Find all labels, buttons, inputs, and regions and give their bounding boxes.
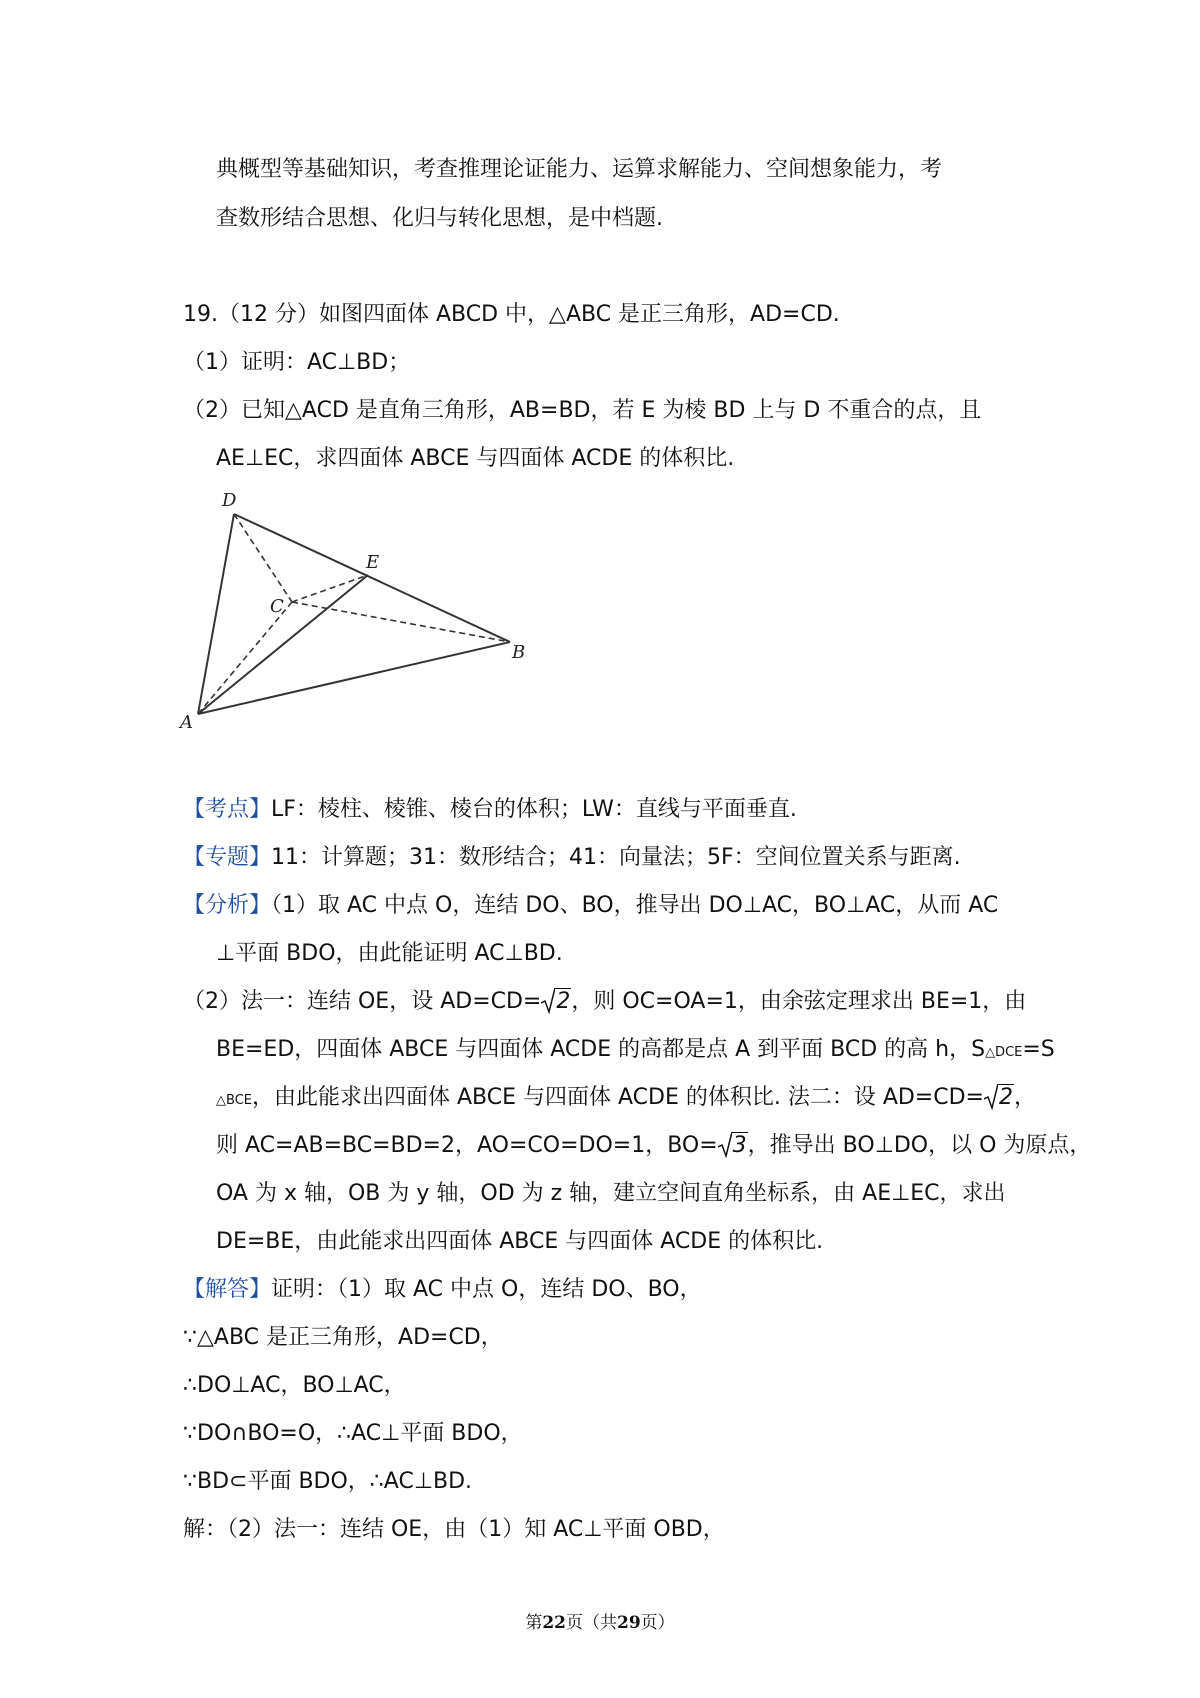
fenxi-p2-line-1-b: ，则 OC=OA=1，由余弦定理求出 BE=1，由 — [571, 989, 1027, 1014]
fenxi-p2-line-5: OA 为 x 轴，OB 为 y 轴，OD 为 z 轴，建立空间直角坐标系，由 AE⊥EC，求出 — [216, 1181, 1006, 1206]
intro-line-1: 典概型等基础知识，考查推理论证能力、运算求解能力、空间想象能力，考 — [216, 157, 943, 182]
zhuanti — [183, 843, 961, 873]
fenxi-p2-line-2 — [216, 1035, 1055, 1068]
fenxi-p2-line-2-b: =S — [1022, 1037, 1055, 1062]
tetrahedron-figure — [178, 482, 538, 732]
problem-part-1: （1）证明：AC⊥BD； — [183, 350, 411, 375]
fenxi-p2-line-3 — [216, 1083, 1036, 1116]
problem-title: 19.（12 分）如图四面体 ABCD 中，△ABC 是正三角形，AD=CD. — [183, 302, 840, 327]
jieda-line-3: ∴DO⊥AC，BO⊥AC， — [183, 1373, 406, 1398]
label-B: B — [512, 642, 526, 663]
edge-DA — [198, 514, 234, 714]
kaodian-text: LF：棱柱、棱锥、棱台的体积；LW：直线与平面垂直. — [271, 797, 797, 822]
fenxi-p2-line-4-a: 则 AC=AB=BC=BD=2，AO=CO=DO=1，BO= — [216, 1133, 718, 1158]
fenxi-p2-line-4-b: ，推导出 BO⊥DO，以 O 为原点， — [747, 1133, 1092, 1158]
intro-line-2: 查数形结合思想、化归与转化思想，是中档题. — [216, 206, 663, 231]
footer-page-number: 22 — [542, 1613, 566, 1633]
page-footer — [0, 1608, 1200, 1633]
footer-post: 页） — [640, 1613, 675, 1633]
fenxi-p2-line-3-a: ，由此能求出四面体 ABCE 与四面体 ACDE 的体积比. 法二：设 AD=CD= — [251, 1085, 984, 1110]
fenxi-p2-line-6: DE=BE，由此能求出四面体 ABCE 与四面体 ACDE 的体积比. — [216, 1229, 824, 1254]
label-A: A — [180, 712, 193, 732]
edge-CA — [198, 602, 292, 714]
jieda-tag: 【解答】 — [183, 1277, 272, 1302]
edge-CB — [292, 602, 510, 642]
kaodian-tag: 【考点】 — [183, 797, 272, 822]
edge-AB — [198, 642, 510, 714]
jieda-line-1 — [183, 1275, 702, 1305]
footer-mid: 页（共 — [566, 1613, 617, 1633]
sqrt-3: 3 — [718, 1131, 748, 1161]
edge-DB — [234, 514, 510, 642]
jieda-line-2: ∵△ABC 是正三角形，AD=CD， — [183, 1325, 503, 1350]
jieda-line-4: ∵DO∩BO=O，∴AC⊥平面 BDO， — [183, 1421, 523, 1446]
edge-CE — [292, 575, 368, 602]
label-E: E — [366, 552, 380, 573]
sqrt-2-a: 2 — [541, 987, 571, 1017]
label-C: C — [270, 596, 284, 617]
fenxi-p2-line-1 — [183, 987, 1026, 1017]
sqrt-2-b: 2 — [984, 1083, 1014, 1113]
fenxi-tag: 【分析】 — [183, 893, 272, 918]
zhuanti-tag: 【专题】 — [183, 845, 272, 870]
problem-part-2-line-1: （2）已知△ACD 是直角三角形，AB=BD，若 E 为棱 BD 上与 D 不重合的点，且 — [183, 398, 982, 423]
subscript-dce: △DCE — [985, 1045, 1023, 1060]
footer-pre: 第 — [525, 1613, 543, 1633]
fenxi-p2-line-3-b: ， — [1013, 1085, 1036, 1110]
fenxi-p2-line-1-a: （2）法一：连结 OE，设 AD=CD= — [183, 989, 542, 1014]
footer-total-pages: 29 — [617, 1613, 641, 1633]
fenxi-line-2: ⊥平面 BDO，由此能证明 AC⊥BD. — [216, 941, 563, 966]
kaodian — [183, 795, 797, 825]
jieda-line-6: 解：（2）法一：连结 OE，由（1）知 AC⊥平面 OBD， — [183, 1517, 725, 1542]
fenxi-line-1 — [183, 891, 998, 921]
zhuanti-text: 11：计算题；31：数形结合；41：向量法；5F：空间位置关系与距离. — [271, 845, 961, 870]
label-D: D — [222, 490, 237, 511]
fenxi-text-1: （1）取 AC 中点 O，连结 DO、BO，推导出 DO⊥AC，BO⊥AC，从而 AC — [271, 893, 999, 918]
subscript-bce: △BCE — [216, 1093, 252, 1108]
jieda-text-1: 证明：（1）取 AC 中点 O，连结 DO、BO， — [271, 1277, 702, 1302]
jieda-line-5: ∵BD⊂平面 BDO，∴AC⊥BD. — [183, 1469, 473, 1494]
fenxi-p2-line-2-a: BE=ED，四面体 ABCE 与四面体 ACDE 的高都是点 A 到平面 BCD 的高 h，S — [216, 1037, 986, 1062]
fenxi-p2-line-4 — [216, 1131, 1091, 1161]
problem-part-2-line-2: AE⊥EC，求四面体 ABCE 与四面体 ACDE 的体积比. — [216, 446, 735, 471]
